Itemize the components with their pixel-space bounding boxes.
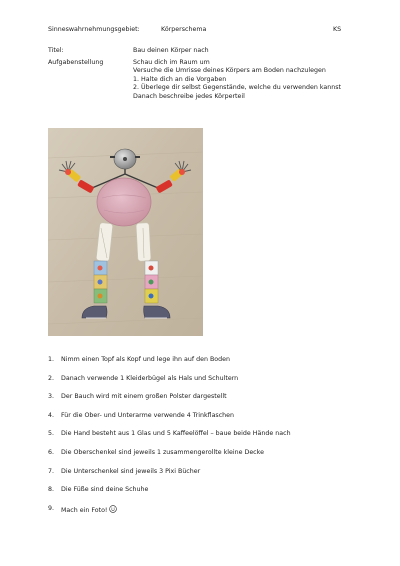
step-text: Mach ein Foto! [61, 506, 108, 514]
step-text: Für die Ober- und Unterarme verwende 4 Trinkflaschen [61, 411, 235, 419]
header-field-label: Sinneswahrnehmungsgebiet: [48, 26, 140, 33]
step-number: 7. [48, 467, 55, 475]
task-line: 2. Überlege dir selbst Gegenstände, welche du verwenden kannst [133, 84, 341, 92]
step-number: 6. [48, 448, 55, 456]
title-label: Titel: [48, 47, 64, 54]
task-line: Schau dich im Raum um [133, 59, 210, 66]
step-text: Die Oberschenkel sind jeweils 1 zusammengerollte kleine Decke [61, 448, 264, 456]
step-number: 8. [48, 486, 55, 494]
title-value: Bau deinen Körper nach [133, 47, 209, 54]
body-outline-photo [48, 128, 203, 336]
smiley-icon [109, 505, 117, 513]
header-code: KS [333, 26, 342, 33]
step-text: Der Bauch wird mit einem großen Polster dargestellt [61, 393, 227, 401]
step-text: Nimm einen Topf als Kopf und lege ihn auf den Boden [61, 356, 231, 363]
blanket-thigh-right [136, 223, 151, 262]
step-number: 4. [48, 411, 55, 419]
step-number: 9. [48, 504, 55, 512]
step-number: 5. [48, 430, 55, 438]
step-number: 3. [48, 393, 55, 401]
task-line: 1. Halte dich an die Vorgaben [133, 75, 227, 83]
task-line: Versuche die Umrisse deines Körpers am Boden nachzulegen [133, 67, 326, 75]
header-field-value: Körperschema [161, 26, 207, 33]
task-line: Danach beschreibe jedes Körperteil [133, 92, 245, 100]
cushion-belly [97, 178, 151, 226]
step-number: 1. [48, 356, 55, 363]
step-text: Die Füße sind deine Schuhe [61, 486, 149, 494]
step-text: Danach verwende 1 Kleiderbügel als Hals und Schultern [61, 374, 239, 382]
book-shin-right [145, 261, 158, 303]
step-text: Die Unterschenkel sind jeweils 3 Pixi Bücher [61, 467, 201, 475]
step-number: 2. [48, 374, 55, 382]
body-outline-illustration [48, 128, 203, 336]
book-shin-left [94, 261, 107, 303]
task-label: Aufgabenstellung [48, 59, 104, 66]
step-text: Die Hand besteht aus 1 Glas und 5 Kaffeelöffel – baue beide Hände nach [61, 430, 291, 438]
task-instructions [133, 59, 341, 101]
